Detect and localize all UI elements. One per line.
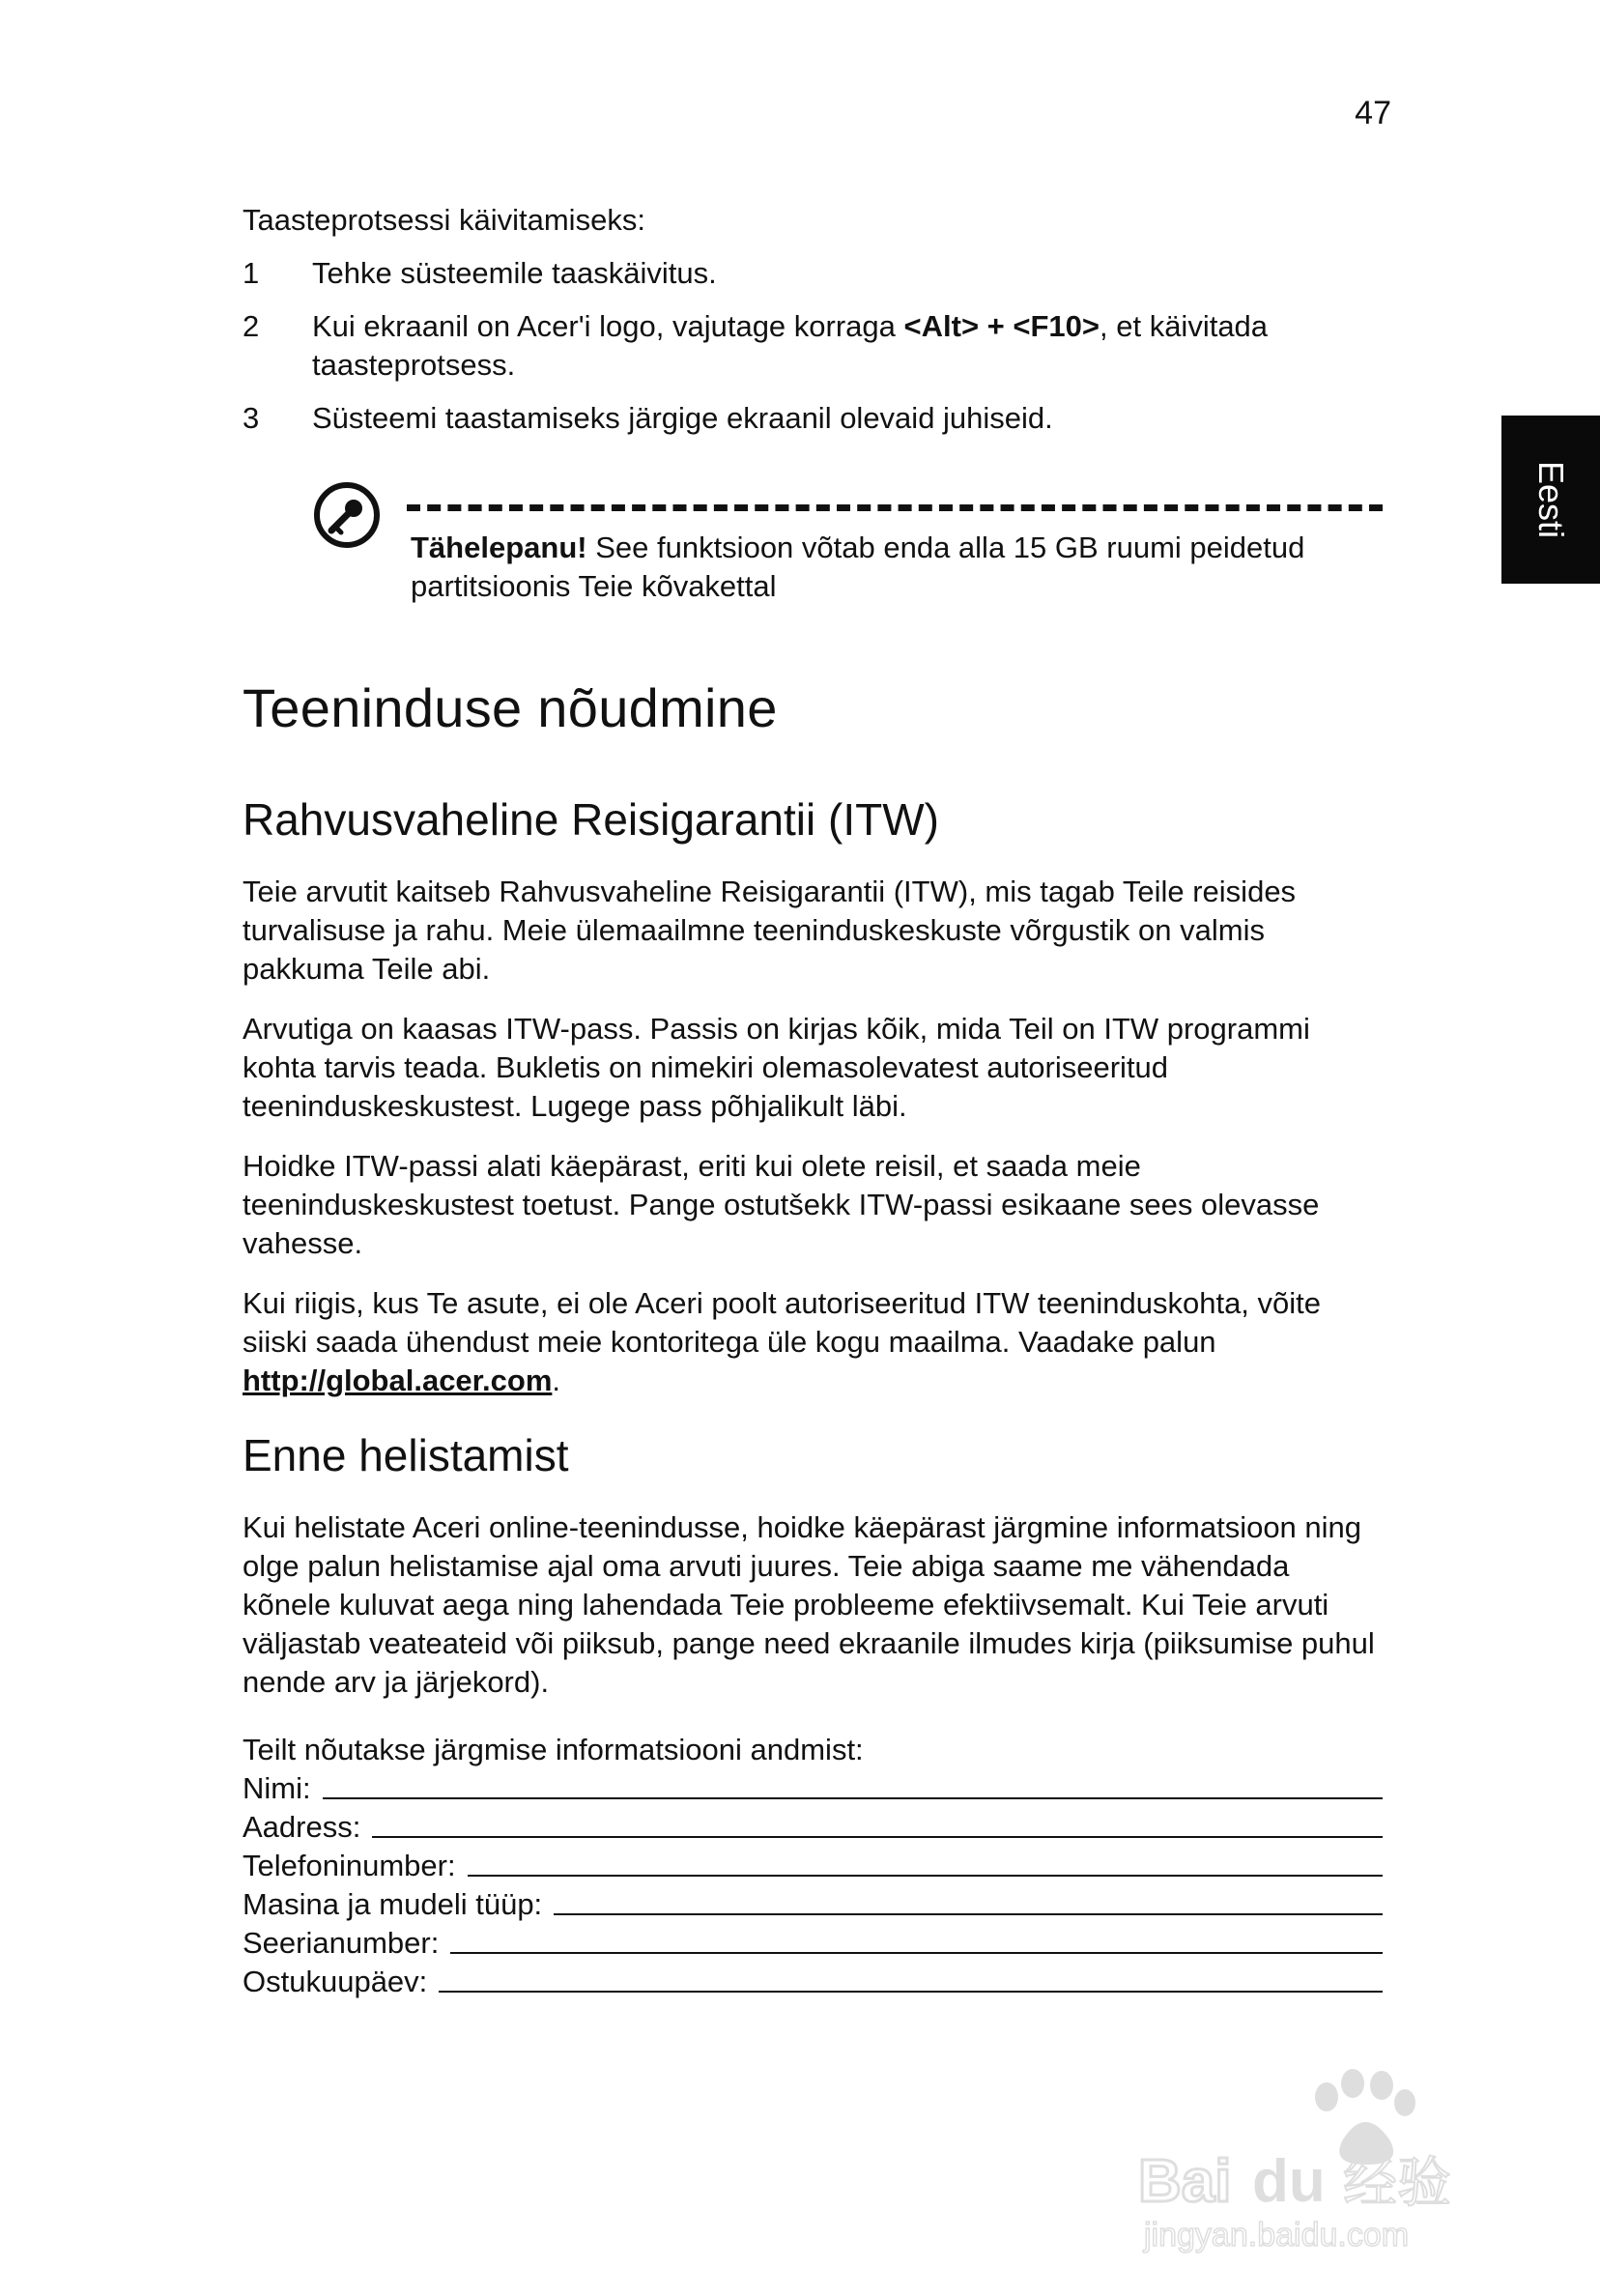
form-label: Seerianumber: (243, 1926, 440, 1960)
step-text-before: Kui ekraanil on Acer'i logo, vajutage korraga (312, 309, 904, 343)
paw-icon (1315, 2069, 1415, 2165)
name-field-line[interactable] (323, 1797, 1383, 1799)
list-item (243, 254, 1383, 293)
note-body: See funktsioon võtab enda alla 15 GB ruumi peidetud partitsioonis Teie kõvakettal (411, 531, 1305, 603)
language-tab-label: Eesti (1530, 460, 1571, 539)
form-row-serial (243, 1924, 1383, 1963)
recovery-steps (243, 254, 1383, 438)
step-text: Tehke süsteemile taaskäivitus. (312, 256, 717, 290)
phone-field-line[interactable] (468, 1875, 1383, 1877)
itw-contact-end: . (552, 1363, 561, 1397)
baidu-watermark (1129, 2047, 1515, 2259)
key-icon (312, 480, 382, 550)
purchase-date-field-line[interactable] (439, 1991, 1383, 1993)
note-box (312, 480, 1383, 625)
form-row-name (243, 1769, 1383, 1808)
form-label: Telefoninumber: (243, 1849, 456, 1882)
info-form (243, 1769, 1383, 2001)
form-label: Ostukuupäev: (243, 1965, 428, 1998)
form-row-purchase-date (243, 1963, 1383, 2001)
page-content (243, 201, 1383, 2001)
note-text (411, 529, 1363, 606)
section-heading-itw: Rahvusvaheline Reisigarantii (ITW) (243, 794, 939, 845)
step-text: Süsteemi taastamiseks järgige ekraanil olevaid juhiseid. (312, 401, 1053, 435)
form-row-phone (243, 1847, 1383, 1885)
form-label: Nimi: (243, 1771, 311, 1805)
step-number: 3 (243, 401, 260, 435)
step-number: 1 (243, 256, 260, 290)
itw-paragraph-contact (243, 1284, 1383, 1400)
call-paragraph: Kui helistate Aceri online-teenindusse, hoidke käepärast järgmine informatsioon ning olge palun helistamise ajal oma arvuti juures. Teie abiga saame me vähendada kõnele kuluvat aega ning lahendada Teie probleeme efektiivsemalt. Kui Teie arvuti väljastab veateateid või piiksub, pange need ekraanile ilmudes kirja (piiksumise puhul nende arv ja järjekord). (243, 1510, 1375, 1699)
itw-paragraph: Hoidke ITW-passi alati käepärast, eriti kui olete reisil, et saada meie teeninduskeskustest toetust. Pange ostutšekk ITW-passi esikaane sees olevasse vahesse. (243, 1149, 1320, 1260)
itw-contact-text: Kui riigis, kus Te asute, ei ole Aceri poolt autoriseeritud ITW teeninduskohta, võite siiski saada ühendust meie kontoritega üle kogu maailma. Vaadake palun (243, 1286, 1322, 1359)
note-divider (407, 504, 1383, 511)
list-item (243, 307, 1383, 385)
watermark-brand: Bai (1138, 2148, 1232, 2215)
step-number: 2 (243, 309, 260, 343)
section-heading-call: Enne helistamist (243, 1430, 569, 1480)
itw-paragraph: Teie arvutit kaitseb Rahvusvaheline Reisigarantii (ITW), mis tagab Teile reisides turvalisuse ja rahu. Meie ülemaailmne teeninduskeskuste võrgustik on valmis pakkuma Teile abi. (243, 875, 1297, 986)
serial-field-line[interactable] (450, 1952, 1383, 1954)
step-text (312, 307, 1383, 385)
watermark-url: jingyan.baidu.com (1144, 2217, 1410, 2253)
watermark-cjk: 经验 (1343, 2152, 1451, 2215)
form-label: Masina ja mudeli tüüp: (243, 1887, 543, 1921)
list-item (243, 399, 1383, 438)
form-intro: Teilt nõutakse järgmise informatsiooni andmist: (243, 1733, 864, 1766)
model-field-line[interactable] (554, 1913, 1383, 1915)
page-number: 47 (1355, 95, 1391, 131)
form-row-model (243, 1885, 1383, 1924)
page-title: Teeninduse nõudmine (243, 677, 778, 738)
form-row-address (243, 1808, 1383, 1847)
key-combination: <Alt> + <F10> (903, 309, 1100, 343)
acer-website-link[interactable]: http://global.acer.com (243, 1363, 553, 1397)
note-label: Tähelepanu! (411, 531, 587, 564)
intro-text: Taasteprotsessi käivitamiseks: (243, 203, 645, 237)
itw-paragraph: Arvutiga on kaasas ITW-pass. Passis on kirjas kõik, mida Teil on ITW programmi kohta tarvis teada. Bukletis on nimekiri olemasolevatest autoriseeritud teeninduskeskustest. Lugege pass põhjalikult läbi. (243, 1012, 1310, 1123)
form-label: Aadress: (243, 1810, 361, 1844)
watermark-brand-suffix: du (1252, 2148, 1326, 2215)
address-field-line[interactable] (372, 1836, 1383, 1838)
step-text-after: , et käivitada taasteprotsess. (312, 309, 1269, 382)
language-tab (1501, 416, 1600, 584)
